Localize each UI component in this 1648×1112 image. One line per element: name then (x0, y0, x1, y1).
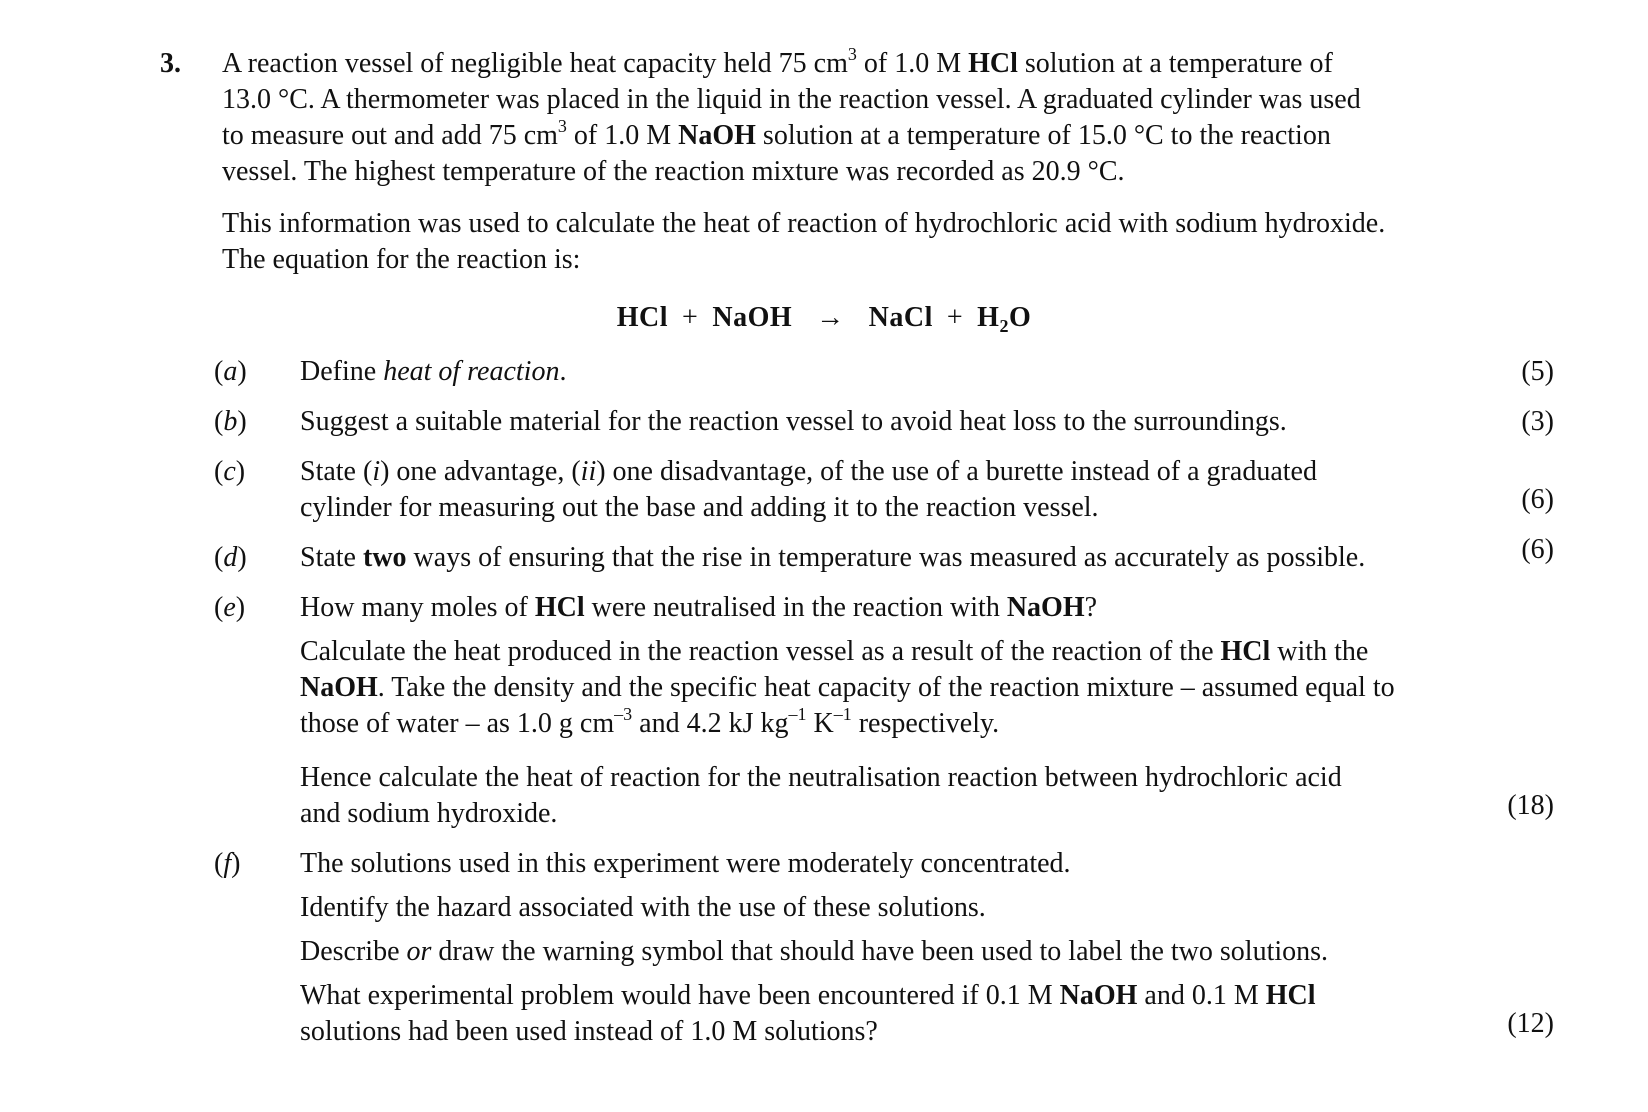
part-label: (a) (214, 356, 247, 387)
question-parts (214, 354, 1554, 1064)
part-a (214, 354, 1554, 390)
intro-line-1: A reaction vessel of negligible heat capacity held 75 $cm^3$ of 1.0 M HCl solution at a temperature of (222, 44, 1333, 79)
part-marks: (3) (1521, 406, 1554, 437)
part-b (214, 404, 1554, 440)
part-label: (c) (214, 456, 246, 487)
part-content: Suggest a suitable material for the reaction vessel to avoid heat loss to the surroundings. (300, 406, 1287, 437)
part-marks: (18) (1507, 790, 1554, 821)
part-label: (f) (214, 848, 241, 879)
part-marks: (6) (1521, 534, 1554, 565)
part-content: Define heat of reaction. (300, 356, 567, 387)
question-number: 3. (160, 48, 181, 79)
part-label: (d) (214, 542, 247, 573)
part-content: State (i) one advantage, (ii) one disadvantage, of the use of a burette instead of a graduated cylinder for measuring out the base and adding it to the reaction vessel. (300, 456, 1317, 523)
part-marks: (12) (1507, 1008, 1554, 1039)
intro-line-4: vessel. The highest temperature of the reaction mixture was recorded as 20.9 °C. (222, 156, 1125, 187)
part-marks: (5) (1521, 356, 1554, 387)
intro-line-2: 13.0 °C. A thermometer was placed in the liquid in the reaction vessel. A graduated cylinder was used (222, 84, 1361, 115)
part-c (214, 454, 1554, 526)
equation-product-nacl: NaCl (868, 302, 933, 333)
equation-plus: + (946, 302, 964, 333)
question-intro (222, 46, 1522, 294)
part-f (214, 846, 1554, 1050)
equation-reactant-naoh: NaOH (712, 302, 793, 333)
part-marks: (6) (1521, 484, 1554, 515)
part-content: State two ways of ensuring that the rise in temperature was measured as accurately as possible. (300, 542, 1366, 573)
equation-arrow: → (816, 302, 845, 333)
part-label: (e) (214, 592, 246, 623)
part-content: The solutions used in this experiment were moderately concentrated. Identify the hazard associated with the use of these solutions. Describe or draw the warning symbol that should have been used to label the two solutions. What experimental problem would have been encountered if 0.1 M NaOH and 0.1 M HCl solutions had been used instead of 1.0 M solutions? (300, 848, 1329, 1047)
info-line-2: The equation for the reaction is: (222, 244, 581, 275)
equation-plus: + (682, 302, 699, 333)
part-label: (b) (214, 406, 247, 437)
intro-line-3: to measure out and add 75 $cm^3$ of 1.0 M NaOH solution at a temperature of 15.0 °C to the reaction (222, 116, 1331, 151)
info-line-1: This information was used to calculate the heat of reaction of hydrochloric acid with sodium hydroxide. (222, 208, 1386, 239)
part-d (214, 534, 1554, 576)
intro-paragraph (222, 46, 1522, 190)
equation-reactant-hcl: HCl (616, 302, 669, 333)
equation-product-water: $H_2O$ (977, 302, 1032, 336)
part-content: How many moles of HCl were neutralised in the reaction with NaOH? Calculate the heat produced in the reaction vessel as a result of the reaction of the HCl with the NaOH. Take the density and the specific heat capacity of the reaction mixture – assumed equal to those of water – as 1.0 g $cm^{-3}$ and 4.2 kJ $kg^{-1}$ $K^{-1}$ respectively. Hence calculate the heat of reaction for the neutralisation reaction between hydrochloric acid and sodium hydroxide. (300, 592, 1395, 829)
part-e (214, 590, 1554, 832)
info-paragraph (222, 206, 1522, 278)
reaction-equation (0, 300, 1648, 336)
